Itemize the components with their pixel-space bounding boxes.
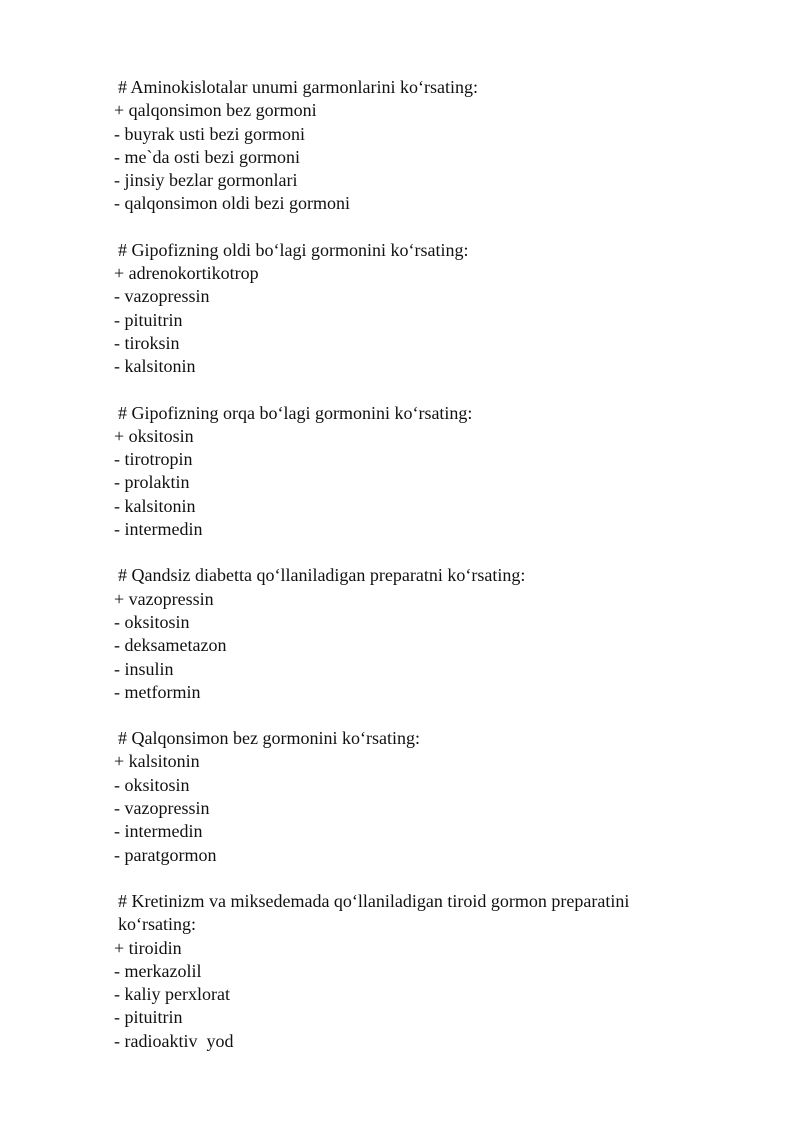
answer-option: - prolaktin: [114, 472, 190, 493]
question-block-4: [114, 564, 690, 704]
answer-option: - intermedin: [114, 519, 203, 540]
answer-option: - insulin: [114, 658, 174, 679]
question-text: # Gipofizning oldi boʻlagi gormonini koʻrsating:: [118, 239, 469, 260]
answer-option: - oksitosin: [114, 774, 190, 795]
question-block-6: [114, 890, 690, 1053]
answer-option: - pituitrin: [114, 1007, 183, 1028]
answer-option: - vazopressin: [114, 286, 210, 307]
answer-option: - kalsitonin: [114, 495, 196, 516]
question-text: # Aminokislotalar unumi garmonlarini koʻrsating:: [118, 77, 478, 97]
question-block-3: [114, 402, 690, 542]
answer-option: - intermedin: [114, 821, 203, 842]
answer-option: - deksametazon: [114, 635, 227, 656]
answer-option: - jinsiy bezlar gormonlari: [114, 170, 298, 191]
question-text: # Kretinizm va miksedemada qoʻllaniladigan tiroid gormon preparatini koʻrsating:: [118, 890, 630, 935]
answer-option: + kalsitonin: [114, 751, 200, 772]
answer-option: + tiroidin: [114, 937, 182, 958]
answer-option: - vazopressin: [114, 798, 210, 819]
question-block-2: [114, 239, 690, 379]
answer-option: - qalqonsimon oldi bezi gormoni: [114, 193, 350, 214]
question-text: # Gipofizning orqa boʻlagi gormonini koʻrsating:: [118, 402, 473, 423]
answer-option: + qalqonsimon bez gormoni: [114, 100, 317, 121]
answer-option: - merkazolil: [114, 960, 202, 981]
answer-option: + adrenokortikotrop: [114, 263, 259, 284]
answer-option: - oksitosin: [114, 611, 190, 632]
answer-option: + oksitosin: [114, 425, 194, 446]
answer-option: - tiroksin: [114, 332, 180, 353]
answer-option: - me`da osti bezi gormoni: [114, 146, 300, 167]
answer-option: + vazopressin: [114, 588, 214, 609]
answer-option: - kalsitonin: [114, 356, 196, 377]
answer-option: - radioaktiv yod: [114, 1030, 234, 1051]
question-text: # Qandsiz diabetta qoʻllaniladigan preparatni koʻrsating:: [118, 565, 526, 586]
answer-option: - kaliy perxlorat: [114, 984, 230, 1005]
answer-option: - buyrak usti bezi gormoni: [114, 123, 305, 144]
question-block-5: [114, 727, 690, 867]
question-text: # Qalqonsimon bez gormonini koʻrsating:: [118, 728, 420, 749]
answer-option: - paratgormon: [114, 844, 217, 865]
answer-option: - metformin: [114, 681, 201, 702]
answer-option: - pituitrin: [114, 309, 183, 330]
question-block-1: [114, 76, 690, 216]
answer-option: - tirotropin: [114, 449, 193, 470]
